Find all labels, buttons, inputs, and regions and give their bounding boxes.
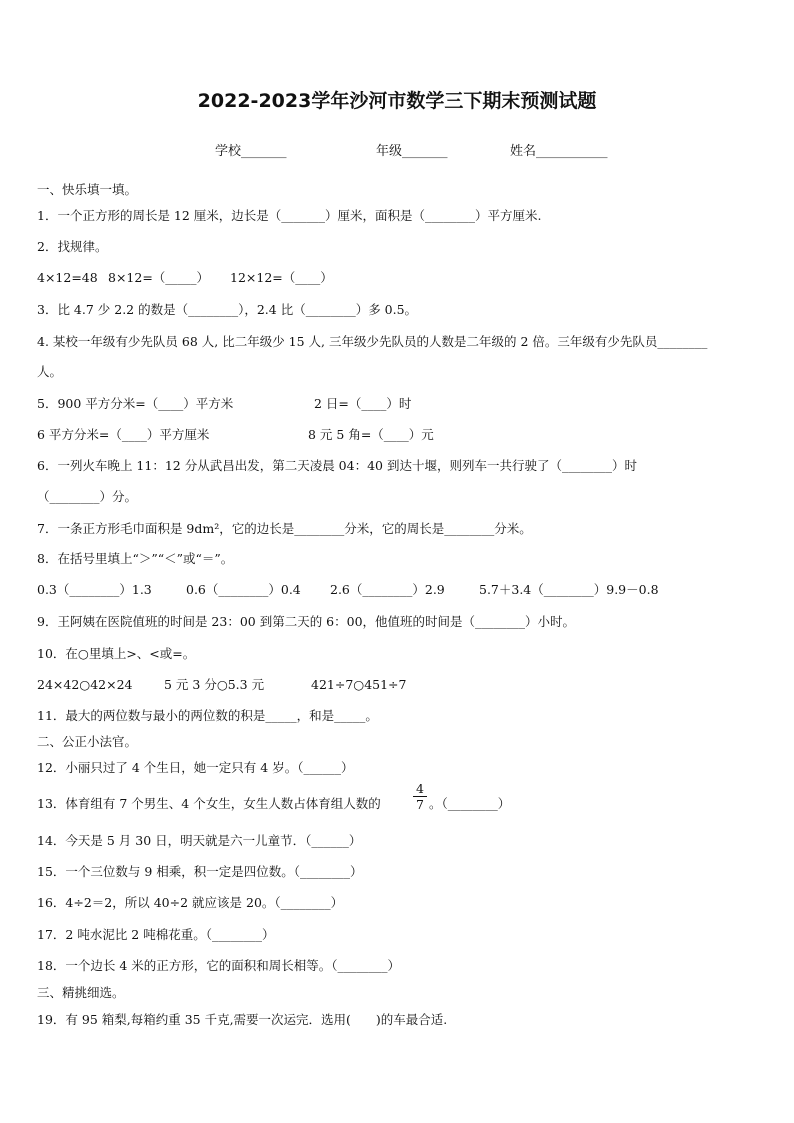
question-11: 11．最大的两位数与最小的两位数的积是_____，和是_____。: [37, 708, 378, 723]
question-19: 19．有 95 箱梨,每箱约重 35 千克,需要一次运完．选用( )的车最合适.: [37, 1012, 448, 1027]
question-1: 1．一个正方形的周长是 12 厘米，边长是（_______）厘米，面积是（________）平方厘米.: [37, 208, 542, 223]
question-4-continued: 人。: [37, 364, 63, 379]
question-8-item-d: 5.7＋3.4（________）9.9－0.8: [479, 582, 659, 597]
section-heading-1: 一、快乐填一填。: [37, 182, 138, 197]
fraction-four-sevenths: [413, 782, 427, 811]
question-15: 15．一个三位数与 9 相乘，积一定是四位数。（________）: [37, 864, 363, 879]
question-18: 18．一个边长 4 米的正方形，它的面积和周长相等。（________）: [37, 958, 401, 973]
question-10: 10．在○里填上>、<或=。: [37, 646, 196, 661]
question-7: 7．一条正方形毛巾面积是 9dm²，它的边长是________分米，它的周长是________分米。: [37, 521, 532, 536]
fraction-numerator: 4: [416, 781, 424, 796]
question-8-item-b: 0.6（________）0.4: [186, 582, 301, 597]
section-heading-2: 二、公正小法官。: [37, 734, 138, 749]
name-field: 姓名___________: [510, 144, 608, 159]
question-2-item-c: 12×12=（____）: [230, 270, 333, 285]
question-2-item-b: 8×12=（_____）: [108, 270, 210, 285]
page-title: 2022-2023学年沙河市数学三下期末预测试题: [197, 90, 597, 112]
question-16: 16．4÷2＝2，所以 40÷2 就应该是 20。（________）: [37, 895, 344, 910]
question-2-item-a: 4×12=48: [37, 270, 98, 285]
question-13-answer: 。（________）: [429, 796, 511, 811]
fraction-denominator: 7: [416, 797, 424, 812]
question-10-item-c: 421÷7○451÷7: [311, 677, 407, 692]
question-10-item-b: 5 元 3 分○5.3 元: [164, 677, 265, 692]
section-heading-3: 三、精挑细选。: [37, 985, 125, 1000]
question-8-item-c: 2.6（________）2.9: [330, 582, 445, 597]
question-5-item-b: 2 日=（____）时: [314, 396, 412, 411]
question-8-item-a: 0.3（________）1.3: [37, 582, 152, 597]
school-field: 学校_______: [215, 144, 287, 159]
question-17: 17．2 吨水泥比 2 吨棉花重。（________）: [37, 927, 275, 942]
question-5-item-a: 5．900 平方分米=（____）平方米: [37, 396, 234, 411]
question-12: 12．小丽只过了 4 个生日，她一定只有 4 岁。（______）: [37, 760, 354, 775]
grade-field: 年级_______: [376, 144, 448, 159]
question-14: 14．今天是 5 月 30 日，明天就是六一儿童节．（______）: [37, 833, 362, 848]
question-10-item-a: 24×42○42×24: [37, 677, 133, 692]
question-9: 9．王阿姨在医院值班的时间是 23：00 到第二天的 6：00，他值班的时间是（________）小时。: [37, 614, 576, 629]
question-5-item-c: 6 平方分米=（____）平方厘米: [37, 427, 210, 442]
question-13: 13．体育组有 7 个男生、4 个女生，女生人数占体育组人数的: [37, 796, 381, 811]
question-6-continued: （________）分。: [37, 489, 138, 504]
question-4: 4. 某校一年级有少先队员 68 人, 比二年级少 15 人, 三年级少先队员的人数是二年级的 2 倍。三年级有少先队员________: [37, 334, 708, 349]
question-2: 2．找规律。: [37, 239, 108, 254]
question-6: 6．一列火车晚上 11：12 分从武昌出发，第二天凌晨 04：40 到达十堰，则列车一共行驶了（________）时: [37, 458, 637, 473]
question-5-item-d: 8 元 5 角=（____）元: [308, 427, 434, 442]
question-3: 3．比 4.7 少 2.2 的数是（________），2.4 比（________）多 0.5。: [37, 302, 418, 317]
question-8: 8．在括号里填上“＞”“＜”或“＝”。: [37, 551, 234, 566]
